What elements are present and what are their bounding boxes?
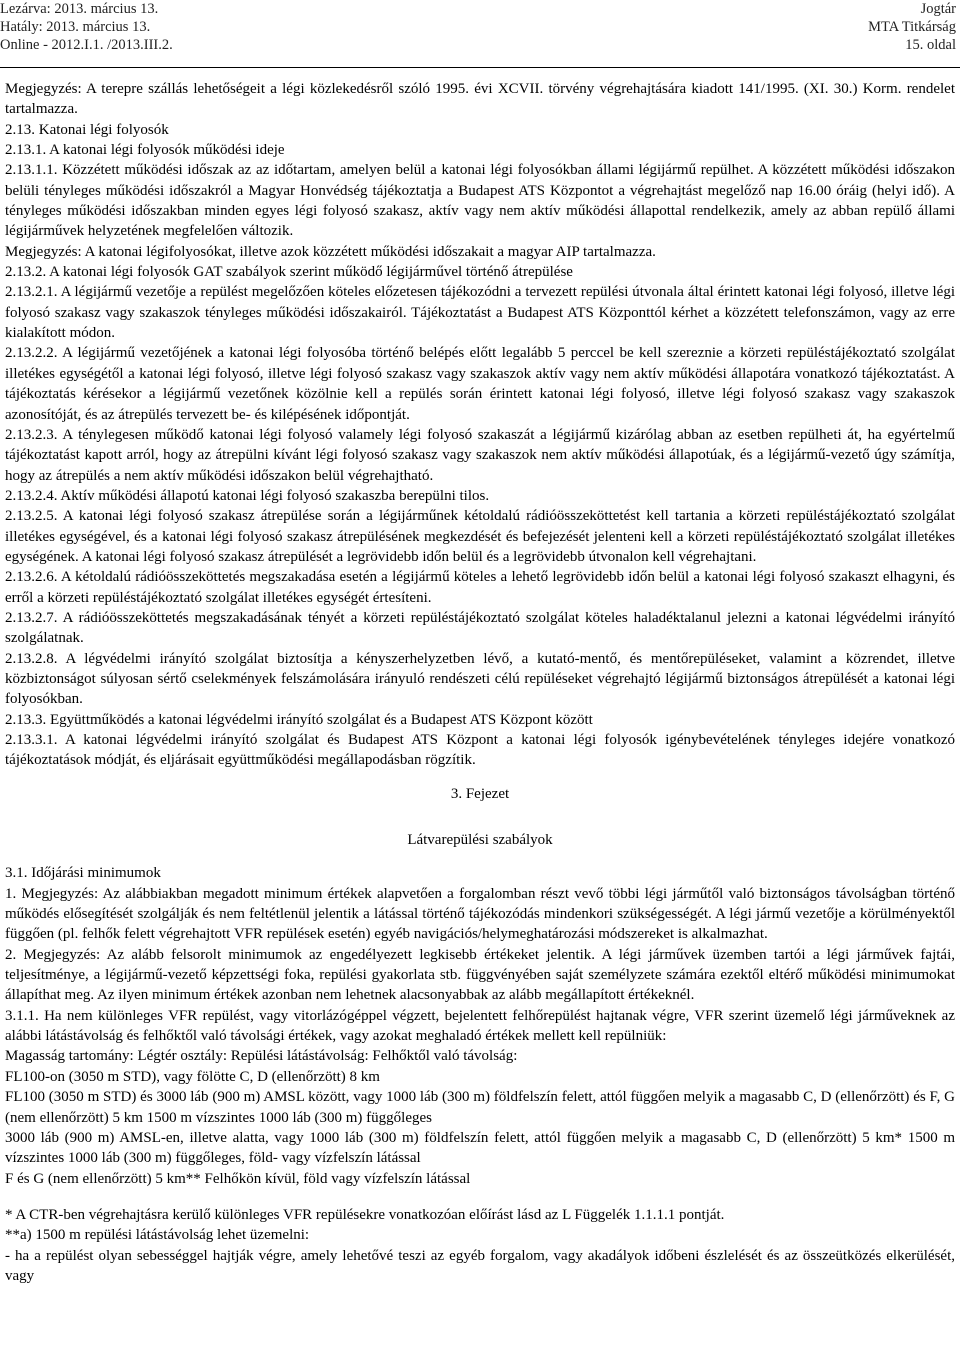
paragraph: Megjegyzés: A katonai légifolyosókat, illetve azok közzétett működési időszakait a magyar AIP tartalmazza.: [5, 243, 656, 260]
paragraph: 2.13.2.2. A légijármű vezetőjének a katonai légi folyosóba történő belépés előtt legalább 5 perccel be kell szereznie a körzeti repüléstájékoztató szolgálat illetékes egységétől a katonai légi folyosó, illetve légi folyosó szakasz vagy szakaszok aktív vagy nem aktív működési állapotára vonatkozó tájékoztatást. A tájékoztatás kérésekor a légijármű vezetőnek közölnie kell a repülés során érintett katonai légi folyosó, illetve légi folyosó szakasz vagy szakaszok azonosítóját, és az átrepülés tervezett be- és kilépésének időpontját.: [5, 345, 955, 423]
header-online-range: Online - 2012.I.1. /2013.III.2.: [0, 37, 173, 53]
paragraph: 3.1.1. Ha nem különleges VFR repülést, vagy vitorlázógéppel végzett, bejelentett felhőrepülést hajtanak végre, VFR szerint üzemelő légi járműveknek az alábbi látástávolság és felhőktől való távolsági értékek, vagy azokat meghaladó értékek mellett kell repülniük:: [5, 1007, 955, 1045]
paragraph: 2. Megjegyzés: Az alább felsorolt minimumok az engedélyezett legkisebb értékeket jelentik. A légi járművek üzemben tartói a légi járművek fajtái, teljesítménye, a légijármű-vezető képzettségi foka, repülési gyakorlata stb. függvényében saját személyzete számára ezektől eltérő működési minimumokat állapíthat meg. Az ilyen minimum értékek azonban nem lehetnek alacsonyabbak az alább megállapított értékeknél.: [5, 946, 955, 1004]
header-publisher: Jogtár: [920, 1, 956, 17]
section-heading: 2.13. Katonai légi folyosók: [5, 121, 169, 138]
paragraph: 2.13.2.5. A katonai légi folyosó szakasz átrepülése során a légijárműnek kétoldalú rádióösszeköttetést kell tartania a körzeti repüléstájékoztató szolgálat illetékes egységével, és a katonai légi folyosó szakasz átrepülésének megkezdését és befejezését jelenteni kell a körzeti repüléstájékoztató szolgálat illetékes egységének. A katonai légi folyosó szakasz átrepülését a legrövidebb időn belül és a legrövidebb útvonalon kell végrehajtani.: [5, 508, 955, 565]
paragraph: 2.13.1.1. Közzétett működési időszak az az időtartam, amelyen belül a katonai légi folyosókban állami légijármű repülhet. A közzétett működési időszakon belüli tényleges működési időszakról a Magyar Honvédség tájékoztatja a Budapest ATS Központot a végrehajtást megelőző nap 16.00 óráig (helyi idő). A tényleges működési időszakban minden egyes légi folyosó szakasz, aktív vagy nem aktív működési állapottal rendelkezik, amely az abban repülő állami légijárművek helyzetének megfelelően változik.: [5, 162, 955, 240]
chapter-title: Látvarepülési szabályok: [407, 832, 553, 849]
document-body: [5, 79, 955, 1286]
header-page-number: 15. oldal: [905, 37, 956, 53]
header-effective-date: Hatály: 2013. március 13.: [0, 19, 151, 35]
table-line: FL100 (3050 m STD) és 3000 láb (900 m) AMSL között, vagy 1000 láb (300 m) földfelszín felett, attól függően melyik a magasabb C, D (ellenőrzött) és F, G (nem ellenőrzött) 5 km 1500 m vízszintes 1000 láb (300 m) függőleges: [5, 1089, 955, 1126]
section-heading: 2.13.1. A katonai légi folyosók működési ideje: [5, 142, 285, 159]
section-heading: 3.1. Időjárási minimumok: [5, 865, 161, 882]
paragraph: 2.13.2.1. A légijármű vezetője a repülést megelőzően köteles előzetesen tájékozódni a tervezett repülési útvonala által érintett katonai légi folyosó, illetve légi folyosó szakasz vagy szakaszok tényleges működési időszakairól. Tájékoztatást a Budapest ATS Központtól kérhet a közzétett telefonszámon, vagy az erre kialakított módon.: [5, 284, 955, 342]
footnote: - ha a repülést olyan sebességgel hajtják végre, amely lehetővé teszi az egyéb forgalom, vagy akadályok időbeni észlelését és az összeütközés elkerülését, vagy: [5, 1247, 955, 1284]
document-header-left: [0, 0, 173, 54]
header-closed-date: Lezárva: 2013. március 13.: [0, 1, 159, 17]
document-header-right: [868, 0, 956, 54]
header-divider: [0, 67, 960, 68]
paragraph: 1. Megjegyzés: Az alábbiakban megadott minimum értékek alapvetően a forgalomban részt vevő többi légi járműtől való biztonságos távolságban történő működés elősegítését szolgálják és nem feltétlenül jelentik a látással történő tájékozódás mindenkori szükségességét. A légi jármű vezetője a körülményektől függően (pl. felhők felett végrehajtott VFR repülések esetén) egyéb navigációs/helymeghatározási módszereket is alkalmazhat.: [5, 885, 955, 943]
footnote: * A CTR-ben végrehajtásra kerülő különleges VFR repülésekre vonatkozóan előírást lásd az L Függelék 1.1.1.1 pontját.: [5, 1206, 725, 1223]
paragraph: 2.13.2.3. A ténylegesen működő katonai légi folyosó valamely légi folyosó szakaszát a légijármű kizárólag abban az esetben repülheti át, ha egyértelmű tájékoztatást kapott arról, hogy az átrepülni kívánt légi folyosó szakasz vagy szakaszok nem aktív működési állapotúak, és a légijármű-vezető úgy számítja, hogy az átrepülés a nem aktív működési időszakon belül végrehajtható.: [5, 426, 955, 484]
paragraph: 2.13.2.7. A rádióösszeköttetés megszakadásának tényét a körzeti repüléstájékoztató szolgálat köteles haladéktalanul jelezni a katonai légvédelmi irányító szolgálatnak.: [5, 609, 955, 647]
table-line: F és G (nem ellenőrzött) 5 km** Felhőkön kívül, föld vagy vízfelszín látással: [5, 1170, 471, 1187]
paragraph: 2.13.2.8. A légvédelmi irányító szolgálat biztosítja a kényszerhelyzetben lévő, a kutató-mentő, és mentőrepüléseket, valamint a közrendet, illetve közbiztonságot súlyosan sértő cselekmények felszámolására irányuló rendészeti célú repüléseket végrehajtó légijármű biztonságos átrepülését a katonai légi folyosókban.: [5, 650, 955, 708]
paragraph: 2.13.2.6. A kétoldalú rádióösszeköttetés megszakadása esetén a légijármű köteles a lehető legrövidebb időn belül a katonai légi folyosó szakaszt elhagyni, és erről a körzeti repüléstájékoztató szolgálat illetékes egységét értesíteni.: [5, 569, 955, 606]
table-line: FL100-on (3050 m STD), vagy fölötte C, D (ellenőrzött) 8 km: [5, 1068, 380, 1085]
chapter-number: 3. Fejezet: [450, 785, 510, 802]
section-heading: 2.13.3. Együttműködés a katonai légvédelmi irányító szolgálat és a Budapest ATS Központ között: [5, 711, 593, 728]
header-organization: MTA Titkárság: [868, 19, 956, 35]
table-line: 3000 láb (900 m) AMSL-en, illetve alatta, vagy 1000 láb (300 m) földfelszín felett, attól függően melyik a magasabb C, D (ellenőrzött) 5 km* 1500 m vízszintes 1000 láb (300 m) függőleges, föld- vagy vízfelszín látással: [5, 1129, 955, 1167]
paragraph: 2.13.3.1. A katonai légvédelmi irányító szolgálat és Budapest ATS Központ a katonai légi folyosók igénybevételének tényleges idejére vonatkozó tájékoztatások módját, és eljárásait együttműködési megállapodásban rögzítik.: [5, 732, 955, 769]
paragraph: 2.13.2.4. Aktív működési állapotú katonai légi folyosó szakaszba berepülni tilos.: [5, 487, 490, 504]
footnote: **a) 1500 m repülési látástávolság lehet üzemelni:: [5, 1227, 310, 1244]
section-heading: 2.13.2. A katonai légi folyosók GAT szabályok szerint működő légijárművel történő átrepülése: [5, 264, 573, 281]
paragraph: Megjegyzés: A terepre szállás lehetőségeit a légi közlekedésről szóló 1995. évi XCVII. törvény végrehajtására kiadott 141/1995. (XI. 30.) Korm. rendelet tartalmazza.: [5, 81, 955, 118]
table-header-line: Magasság tartomány: Légtér osztály: Repülési látástávolság: Felhőktől való távolság:: [5, 1048, 518, 1065]
